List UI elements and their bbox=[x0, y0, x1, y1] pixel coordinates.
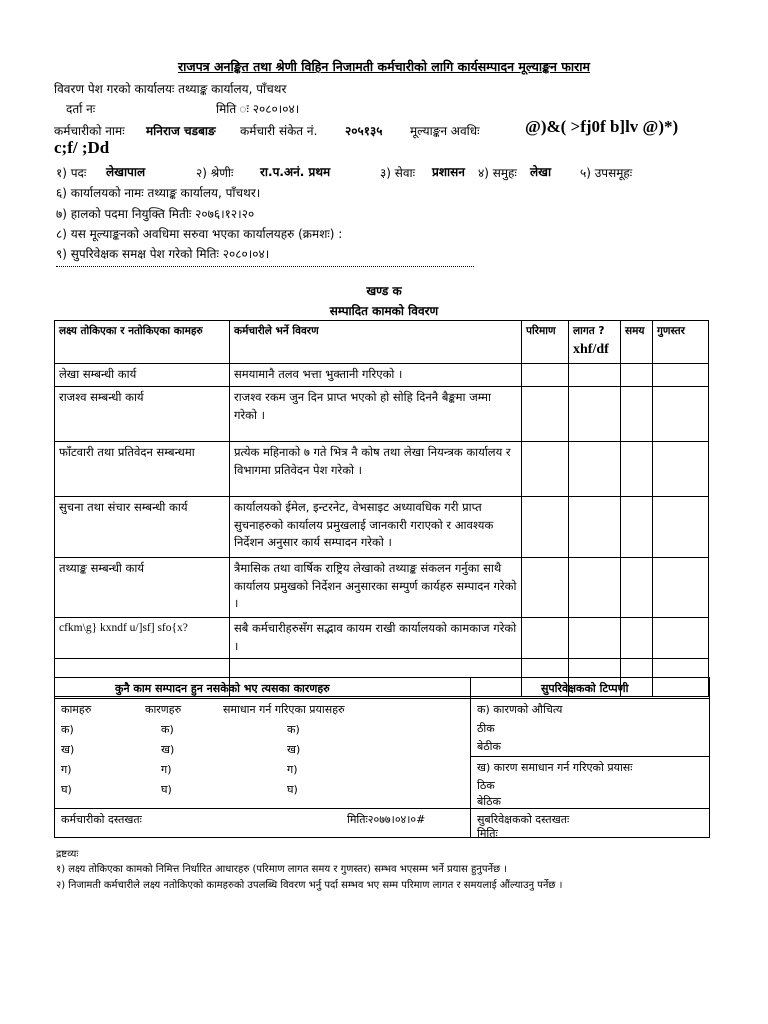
grade-value: रा.प.अनं. प्रथम bbox=[260, 165, 331, 179]
supervisor-signature-label: सुबरिवेक्षकको दस्तखतः bbox=[477, 813, 570, 826]
time-cell bbox=[621, 363, 653, 386]
cost-cell bbox=[569, 557, 621, 617]
group-label: ४) समुहः bbox=[478, 166, 517, 180]
quantity-cell bbox=[522, 557, 569, 617]
quantity-cell bbox=[522, 496, 569, 557]
letter-gha: घ) bbox=[287, 783, 298, 796]
quantity-cell bbox=[522, 363, 569, 386]
employee-sign-date: मितिः२०७७।०४।०# bbox=[347, 813, 426, 826]
reason-justification: क) कारणको औचित्य bbox=[477, 703, 563, 716]
employee-code: २०५१३५ bbox=[345, 124, 383, 138]
table-row bbox=[55, 363, 709, 386]
letter-gha: घ) bbox=[61, 783, 72, 796]
work-details-table bbox=[54, 320, 709, 697]
col-header-details: कर्मचारीले भर्ने विवरण bbox=[230, 321, 522, 364]
quality-cell bbox=[653, 658, 709, 677]
table-row bbox=[55, 496, 709, 557]
col-head-tasks: कामहरु bbox=[61, 703, 92, 716]
form-title: राजपत्र अनङ्कित तथा श्रेणी विहिन निजामती कर्मचारीको लागि कार्यसम्पादन मूल्याङ्कन फाराम bbox=[178, 59, 590, 74]
office-name-line: ६) कार्यालयको नामः तथ्याङ्क कार्यालय, पाँचथर। bbox=[56, 186, 261, 200]
appointment-date-line: ७) हालको पदमा नियुक्ति मितीः २०७६।१२।२० bbox=[56, 207, 255, 221]
section-title: खण्ड क bbox=[366, 284, 402, 298]
post-value: लेखापाल bbox=[106, 165, 146, 179]
time-cell bbox=[621, 658, 653, 677]
quantity-cell bbox=[522, 386, 569, 441]
task-cell: राजश्व सम्बन्धी कार्य bbox=[55, 386, 230, 441]
time-cell bbox=[621, 441, 653, 496]
letter-gha: घ) bbox=[161, 783, 172, 796]
bottom-divider bbox=[470, 678, 471, 837]
task-cell bbox=[55, 658, 230, 677]
period-value: @)&( >fj0f b]lv @)*) bbox=[525, 117, 679, 136]
letter-kha: ख) bbox=[161, 743, 175, 756]
quantity-cell bbox=[522, 658, 569, 677]
col-header-time: समय bbox=[621, 321, 653, 364]
task-cell: लेखा सम्बन्धी कार्य bbox=[55, 363, 230, 386]
detail-cell: राजश्व रकम जुन दिन प्राप्त भएको हो सोहि दिननै बैङ्कमा जम्मा गरेको । bbox=[230, 386, 522, 441]
detail-cell: प्रत्येक महिनाको ७ गते भित्र नै कोष तथा लेखा नियन्त्रक कार्यालय र विभागमा प्रतिवेदन पेश गरेको । bbox=[230, 441, 522, 496]
table-row bbox=[55, 658, 709, 677]
employee-name: मनिराज चडबाङ bbox=[146, 124, 216, 138]
letter-ka: क) bbox=[61, 723, 74, 736]
remarks-divider bbox=[471, 756, 709, 757]
col-header-cost bbox=[569, 321, 621, 364]
table-row bbox=[55, 386, 709, 441]
period-value-cont: c;f/ ;Dd bbox=[54, 138, 110, 157]
letter-kha: ख) bbox=[61, 743, 75, 756]
employee-name-label: कर्मचारीको नामः bbox=[54, 124, 125, 138]
table-header-row bbox=[55, 321, 709, 364]
signature-divider bbox=[55, 808, 709, 809]
quality-cell bbox=[653, 557, 709, 617]
letter-ka: क) bbox=[287, 723, 300, 736]
detail-cell: सबै कर्मचारीहरुसँग सद्भाव कायम राखी कार्यालयको कामकाज गरेको । bbox=[230, 617, 522, 658]
task-cell: cfkm\g} kxndf u/]sf] sfo{x? bbox=[55, 617, 230, 658]
quality-cell bbox=[653, 617, 709, 658]
col-header-quantity: परिमाण bbox=[522, 321, 569, 364]
time-cell bbox=[621, 496, 653, 557]
note-2: २) निजामती कर्मचारीले लक्ष्य नतोकिएको कामहरुको उपलब्धि विवरण भर्नु पर्दा सम्भव भए सम्म परिमाण लागत र समयलाई औंल्याउनु पर्नेछ । bbox=[56, 880, 563, 891]
cost-cell bbox=[569, 386, 621, 441]
task-cell: फाँटवारी तथा प्रतिवेदन सम्बन्धमा bbox=[55, 441, 230, 496]
option-wrong-2: बेठिक bbox=[477, 795, 501, 808]
service-label: ३) सेवाः bbox=[380, 166, 416, 180]
subgroup-label: ५) उपसमूहः bbox=[580, 166, 633, 180]
quantity-cell bbox=[522, 617, 569, 658]
employee-code-label: कर्मचारी संकेत नं. bbox=[240, 124, 318, 138]
letter-ga: ग) bbox=[61, 763, 72, 776]
detail-cell bbox=[230, 658, 522, 677]
letter-ga: ग) bbox=[161, 763, 172, 776]
office-line: विवरण पेश गरको कार्यालयः तथ्याङ्क कार्यालय, पाँचथर bbox=[54, 82, 287, 96]
col-head-solutions: समाधान गर्न गरिएका प्रयासहरु bbox=[223, 703, 345, 716]
task-cell: तथ्याङ्क सम्बन्धी कार्य bbox=[55, 557, 230, 617]
quality-cell bbox=[653, 496, 709, 557]
reasons-title: कुनै काम सम्पादन हुन नसकेको भए त्यसका कारणहरु bbox=[115, 682, 330, 695]
col-header-cost-latin: xhf/df bbox=[573, 342, 609, 358]
supervisor-remarks-title: सुपरिवेक्षकको टिप्पणी bbox=[541, 682, 629, 695]
submission-date-line: ९) सुपरिवेक्षक समक्ष पेश गरेको मितिः २०८०।०४। bbox=[56, 247, 270, 261]
period-label: मूल्याङ्कन अवधिः bbox=[410, 124, 480, 138]
group-value: लेखा bbox=[530, 165, 552, 179]
task-cell: सुचना तथा संचार सम्बन्धी कार्य bbox=[55, 496, 230, 557]
grade-label: २) श्रेणीः bbox=[196, 166, 234, 180]
table-row bbox=[55, 441, 709, 496]
detail-cell: त्रैमासिक तथा वार्षिक राष्ट्रिय लेखाको तथ्याङ्क संकलन गर्नुका साथै कार्यालय प्रमुखको निर्देशन अनुसारका सम्पुर्ण कार्यहरु सम्पादन गरेको । bbox=[230, 557, 522, 617]
dotted-divider bbox=[56, 266, 474, 267]
supervisor-sign-date: मितिः bbox=[477, 827, 498, 840]
cost-cell bbox=[569, 496, 621, 557]
col-header-cost-label: लागत ? bbox=[573, 325, 605, 337]
letter-ka: क) bbox=[161, 723, 174, 736]
letter-kha: ख) bbox=[287, 743, 301, 756]
employee-signature-label: कर्मचारीको दस्तखतः bbox=[61, 813, 142, 826]
cost-cell bbox=[569, 363, 621, 386]
cost-cell bbox=[569, 441, 621, 496]
option-right: ठीक bbox=[477, 722, 495, 735]
col-header-quality: गुणस्तर bbox=[653, 321, 709, 364]
miti-label: मिति ः २०८०।०४। bbox=[216, 102, 300, 116]
reasons-and-remarks-box bbox=[54, 677, 710, 838]
time-cell bbox=[621, 386, 653, 441]
quantity-cell bbox=[522, 441, 569, 496]
cost-cell bbox=[569, 617, 621, 658]
quality-cell bbox=[653, 363, 709, 386]
post-label: १) पदः bbox=[56, 166, 87, 180]
time-cell bbox=[621, 557, 653, 617]
table-row bbox=[55, 617, 709, 658]
cost-cell bbox=[569, 658, 621, 677]
quality-cell bbox=[653, 441, 709, 496]
solution-effort: ख) कारण समाधान गर्न गरिएको प्रयासः bbox=[477, 761, 633, 774]
transfer-offices-line: ८) यस मूल्याङ्कनको अवधिमा सरुवा भएका कार्यालयहरु (क्रमशः) : bbox=[56, 227, 343, 241]
detail-cell: समयामानै तलव भत्ता भुक्तानी गरिएको । bbox=[230, 363, 522, 386]
letter-ga: ग) bbox=[287, 763, 298, 776]
col-head-reasons: कारणहरु bbox=[145, 703, 182, 716]
time-cell bbox=[621, 617, 653, 658]
section-subtitle: सम्पादित कामको विवरण bbox=[329, 304, 439, 318]
service-value: प्रशासन bbox=[432, 165, 465, 179]
detail-cell: कार्यालयको ईमेल, इन्टरनेट, वेभसाइट अध्यावधिक गरी प्राप्त सुचनाहरुको कार्यालय प्रमुखलाई जानकारी गराएको र आवश्यक निर्देशन अनुसार कार्य सम्पादन गरेको । bbox=[230, 496, 522, 557]
note-1: १) लक्ष्य तोकिएका कामको निमित्त निर्धारित आधारहरु (परिमाण लागत समय र गुणस्तर) सम्भव भएसम्म भर्ने प्रयास हुनुपर्नेछ । bbox=[56, 864, 508, 875]
option-wrong: बेठीक bbox=[477, 740, 501, 753]
darta-label: दर्ता नः bbox=[66, 102, 96, 116]
option-right-2: ठिक bbox=[477, 779, 495, 792]
quality-cell bbox=[653, 386, 709, 441]
col-header-tasks: लक्ष्य तोकिएका र नतोकिएका कामहरु bbox=[55, 321, 230, 364]
table-row bbox=[55, 557, 709, 617]
notes-title: द्रष्टव्यः bbox=[56, 849, 79, 860]
